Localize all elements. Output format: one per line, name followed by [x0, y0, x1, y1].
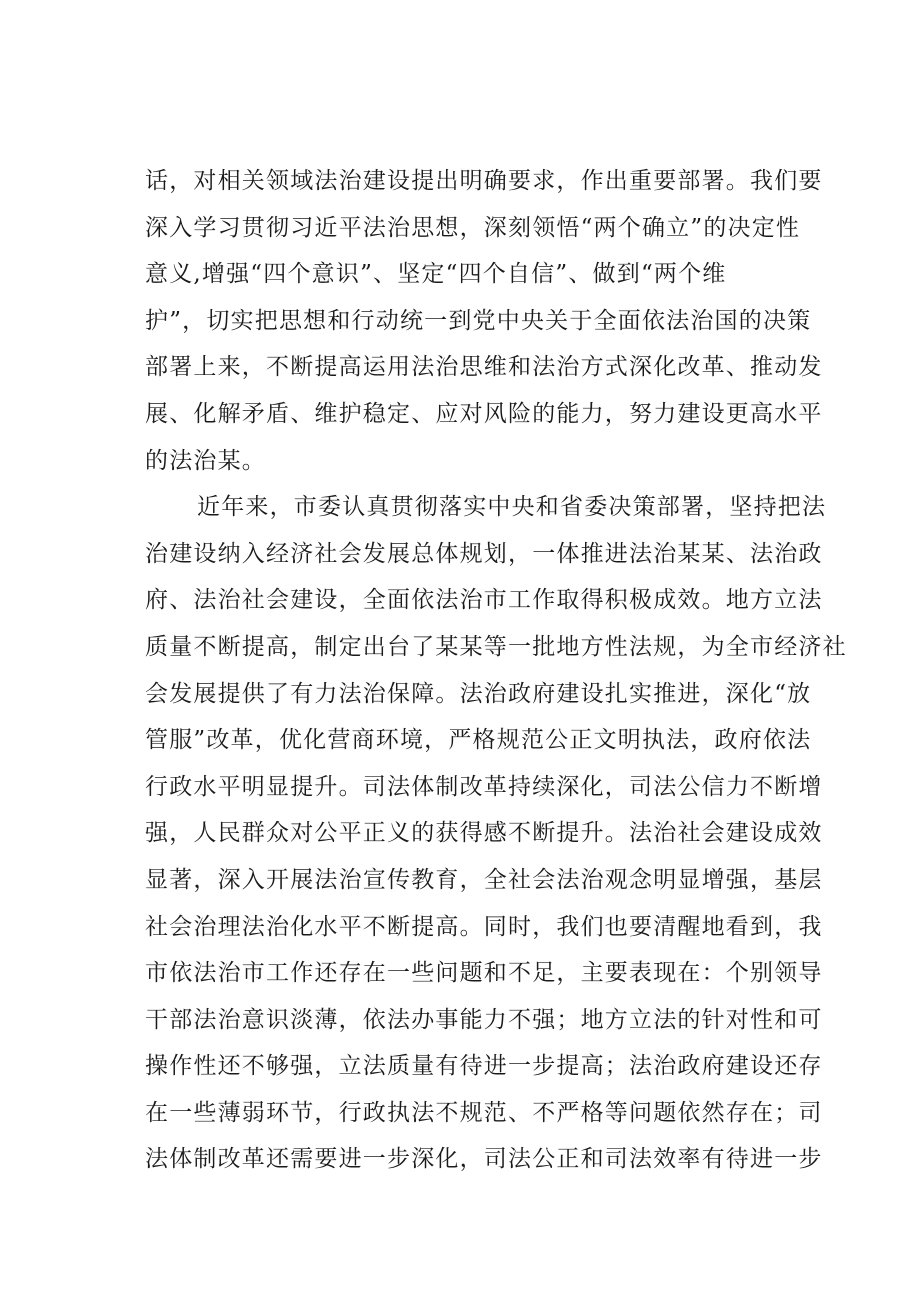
text-line: 强，人民群众对公平正义的获得感不断提升。法治社会建设成效 [145, 820, 823, 847]
paragraph-2 [145, 484, 847, 1183]
text-line: 展、化解矛盾、维护稳定、应对风险的能力，努力建设更高水平 [145, 400, 823, 427]
text-line: 治建设纳入经济社会发展总体规划，一体推进法治某某、法治政 [145, 540, 823, 567]
paragraph-1 [145, 158, 823, 484]
text-line: 社会治理法治化水平不断提高。同时，我们也要清醒地看到，我 [145, 913, 823, 940]
text-line: 会发展提供了有力法治保障。法治政府建设扎实推进，深化“放 [145, 680, 812, 707]
text-line: 管服”改革，优化营商环境，严格规范公正文明执法，政府依法 [145, 727, 812, 754]
text-line: 干部法治意识淡薄，依法办事能力不强；地方立法的针对性和可 [145, 1006, 823, 1033]
text-line: 深入学习贯彻习近平法治思想，深刻领悟“两个确立”的决定性 [145, 214, 801, 241]
text-line: 市依法治市工作还存在一些问题和不足，主要表现在：个别领导 [145, 960, 823, 987]
text-line: 显著，深入开展法治宣传教育，全社会法治观念明显增强，基层 [145, 866, 823, 893]
text-line: 近年来，市委认真贯彻落实中央和省委决策部署，坚持把法 [197, 494, 827, 521]
text-line: 操作性还不够强，立法质量有待进一步提高；法治政府建设还存 [145, 1053, 823, 1080]
text-line: 法体制改革还需要进一步深化，司法公正和司法效率有待进一步 [145, 1146, 823, 1173]
text-line: 意义,增强“四个意识”、坚定“四个自信”、做到“两个维 [145, 261, 727, 288]
text-line: 质量不断提高，制定出台了某某等一批地方性法规，为全市经济社 [145, 633, 847, 660]
text-line: 行政水平明显提升。司法体制改革持续深化，司法公信力不断增 [145, 773, 823, 800]
text-line: 的法治某。 [145, 447, 266, 474]
text-line: 话，对相关领域法治建设提出明确要求，作出重要部署。我们要 [145, 168, 823, 194]
text-line: 在一些薄弱环节，行政执法不规范、不严格等问题依然存在；司 [145, 1099, 823, 1126]
text-line: 部署上来，不断提高运用法治思维和法治方式深化改革、推动发 [145, 354, 823, 381]
document-body [145, 158, 847, 1183]
text-line: 护”，切实把思想和行动统一到党中央关于全面依法治国的决策 [145, 307, 812, 334]
text-line: 府、法治社会建设，全面依法治市工作取得积极成效。地方立法 [145, 587, 823, 614]
